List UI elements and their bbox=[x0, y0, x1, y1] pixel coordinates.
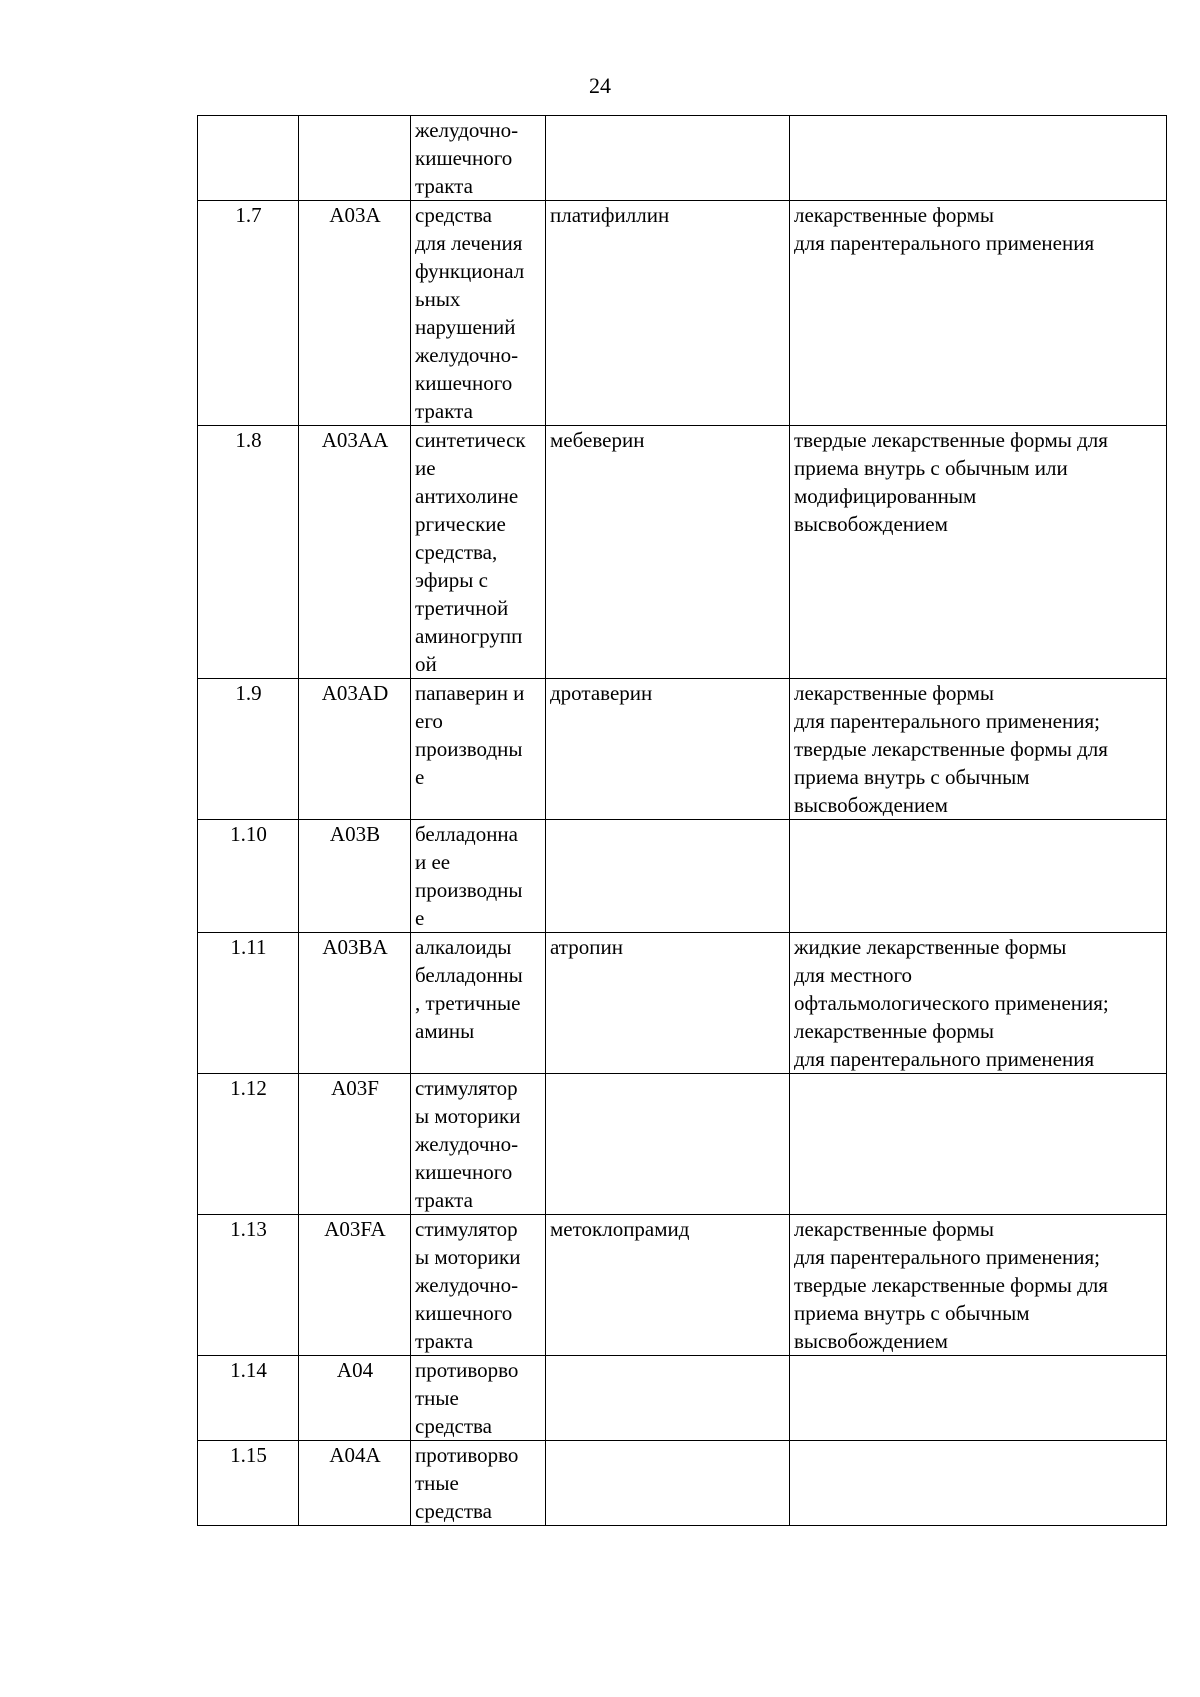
table-row bbox=[198, 820, 1167, 933]
table-row bbox=[198, 679, 1167, 820]
table-row bbox=[198, 1215, 1167, 1356]
atc-group-line: кишечного bbox=[415, 1301, 513, 1325]
dosage-form-line: лекарственные формы bbox=[794, 1217, 994, 1241]
atc-group-cell bbox=[411, 426, 546, 679]
atc-group-line: противорво bbox=[415, 1358, 519, 1382]
atc-group-line: тные bbox=[415, 1386, 459, 1410]
atc-group-line: стимулятор bbox=[415, 1076, 518, 1100]
atc-group-line: , третичные bbox=[415, 991, 521, 1015]
dosage-form-line: жидкие лекарственные формы bbox=[794, 935, 1067, 959]
dosage-form-line: твердые лекарственные формы для bbox=[794, 737, 1108, 761]
atc-group-cell bbox=[411, 1074, 546, 1215]
drug-name-cell bbox=[546, 1074, 790, 1215]
atc-code-cell bbox=[299, 116, 411, 201]
dosage-form-line: для местного bbox=[794, 963, 913, 987]
dosage-form-line: для парентерального применения bbox=[794, 1047, 1095, 1071]
dosage-form-line: высвобождением bbox=[794, 512, 948, 536]
atc-group-line: тракта bbox=[415, 1188, 473, 1212]
atc-group-line: средства bbox=[415, 1414, 493, 1438]
dosage-forms-cell bbox=[790, 201, 1167, 426]
table-body bbox=[198, 116, 1167, 1526]
atc-group-line: синтетическ bbox=[415, 428, 526, 452]
atc-group-line: кишечного bbox=[415, 371, 513, 395]
atc-group-line: желудочно- bbox=[415, 1132, 519, 1156]
dosage-form-line: высвобождением bbox=[794, 793, 948, 817]
atc-group-line: ие bbox=[415, 456, 436, 480]
atc-group-line: алкалоиды bbox=[415, 935, 512, 959]
dosage-forms-cell bbox=[790, 1356, 1167, 1441]
drug-name-cell bbox=[546, 116, 790, 201]
dosage-form-line: приема внутрь с обычным bbox=[794, 765, 1030, 789]
atc-group-line: третичной bbox=[415, 596, 509, 620]
table-row bbox=[198, 201, 1167, 426]
drug-name-cell: дротаверин bbox=[546, 679, 790, 820]
table-row bbox=[198, 116, 1167, 201]
atc-group-line: желудочно- bbox=[415, 343, 519, 367]
drug-name-cell bbox=[546, 1356, 790, 1441]
atc-code-cell: A03AD bbox=[299, 679, 411, 820]
dosage-form-line: для парентерального применения; bbox=[794, 709, 1100, 733]
atc-code-cell: A03BA bbox=[299, 933, 411, 1074]
atc-code-cell: A03A bbox=[299, 201, 411, 426]
atc-group-line: эфиры с bbox=[415, 568, 488, 592]
table-row bbox=[198, 1356, 1167, 1441]
dosage-forms-cell bbox=[790, 1215, 1167, 1356]
dosage-forms-cell bbox=[790, 116, 1167, 201]
dosage-form-line: твердые лекарственные формы для bbox=[794, 1273, 1108, 1297]
row-number-cell: 1.15 bbox=[198, 1441, 299, 1526]
atc-group-line: папаверин и bbox=[415, 681, 525, 705]
atc-group-line: производны bbox=[415, 878, 523, 902]
atc-group-line: ой bbox=[415, 652, 437, 676]
atc-code-cell: A03F bbox=[299, 1074, 411, 1215]
dosage-forms-cell bbox=[790, 1074, 1167, 1215]
dosage-form-line: для парентерального применения bbox=[794, 231, 1095, 255]
table-row bbox=[198, 1441, 1167, 1526]
dosage-form-line: офтальмологического применения; bbox=[794, 991, 1109, 1015]
row-number-cell: 1.9 bbox=[198, 679, 299, 820]
atc-group-line: для лечения bbox=[415, 231, 523, 255]
row-number-cell: 1.8 bbox=[198, 426, 299, 679]
atc-group-cell bbox=[411, 116, 546, 201]
atc-code-cell: A03B bbox=[299, 820, 411, 933]
dosage-forms-cell bbox=[790, 1441, 1167, 1526]
drug-name-cell: платифиллин bbox=[546, 201, 790, 426]
drug-name-cell: метоклопрамид bbox=[546, 1215, 790, 1356]
atc-code-cell: A03FA bbox=[299, 1215, 411, 1356]
atc-group-cell bbox=[411, 820, 546, 933]
atc-group-line: ргические bbox=[415, 512, 506, 536]
atc-group-line: кишечного bbox=[415, 1160, 513, 1184]
dosage-form-line: твердые лекарственные формы для bbox=[794, 428, 1108, 452]
dosage-forms-cell bbox=[790, 933, 1167, 1074]
atc-group-line: белладонна bbox=[415, 822, 518, 846]
row-number-cell bbox=[198, 116, 299, 201]
row-number-cell: 1.14 bbox=[198, 1356, 299, 1441]
dosage-form-line: лекарственные формы bbox=[794, 1019, 994, 1043]
atc-code-cell: A04A bbox=[299, 1441, 411, 1526]
atc-group-line: ьных bbox=[415, 287, 461, 311]
page-number: 24 bbox=[589, 73, 611, 98]
atc-group-line: тракта bbox=[415, 1329, 473, 1353]
atc-group-line: амины bbox=[415, 1019, 475, 1043]
row-number-cell: 1.12 bbox=[198, 1074, 299, 1215]
atc-group-cell bbox=[411, 1215, 546, 1356]
atc-group-cell bbox=[411, 1356, 546, 1441]
dosage-form-line: высвобождением bbox=[794, 1329, 948, 1353]
atc-group-line: желудочно- bbox=[415, 118, 519, 142]
atc-group-line: средства bbox=[415, 203, 493, 227]
atc-group-line: противорво bbox=[415, 1443, 519, 1467]
atc-group-line: е bbox=[415, 906, 425, 930]
drug-table bbox=[197, 115, 1167, 1526]
atc-group-line: средства, bbox=[415, 540, 498, 564]
atc-group-cell bbox=[411, 933, 546, 1074]
dosage-form-line: лекарственные формы bbox=[794, 203, 994, 227]
atc-code-cell: A03AA bbox=[299, 426, 411, 679]
drug-name-cell bbox=[546, 820, 790, 933]
atc-group-line: кишечного bbox=[415, 146, 513, 170]
row-number-cell: 1.7 bbox=[198, 201, 299, 426]
atc-group-line: ы моторики bbox=[415, 1245, 521, 1269]
dosage-form-line: для парентерального применения; bbox=[794, 1245, 1100, 1269]
row-number-cell: 1.13 bbox=[198, 1215, 299, 1356]
atc-group-line: производны bbox=[415, 737, 523, 761]
atc-group-line: желудочно- bbox=[415, 1273, 519, 1297]
dosage-form-line: приема внутрь с обычным bbox=[794, 1301, 1030, 1325]
atc-group-line: нарушений bbox=[415, 315, 516, 339]
atc-group-line: его bbox=[415, 709, 443, 733]
atc-group-line: антихолине bbox=[415, 484, 519, 508]
table-row bbox=[198, 426, 1167, 679]
atc-group-line: е bbox=[415, 765, 425, 789]
atc-group-cell bbox=[411, 679, 546, 820]
atc-code-cell: A04 bbox=[299, 1356, 411, 1441]
atc-group-line: тные bbox=[415, 1471, 459, 1495]
atc-group-line: тракта bbox=[415, 174, 473, 198]
atc-group-line: аминогрупп bbox=[415, 624, 523, 648]
row-number-cell: 1.11 bbox=[198, 933, 299, 1074]
atc-group-cell bbox=[411, 201, 546, 426]
atc-group-line: тракта bbox=[415, 399, 473, 423]
atc-group-cell bbox=[411, 1441, 546, 1526]
drug-name-cell: атропин bbox=[546, 933, 790, 1074]
dosage-forms-cell bbox=[790, 820, 1167, 933]
atc-group-line: белладонны bbox=[415, 963, 523, 987]
atc-group-line: стимулятор bbox=[415, 1217, 518, 1241]
dosage-form-line: модифицированным bbox=[794, 484, 977, 508]
drug-name-cell bbox=[546, 1441, 790, 1526]
table-row bbox=[198, 1074, 1167, 1215]
dosage-forms-cell bbox=[790, 679, 1167, 820]
drug-name-cell: мебеверин bbox=[546, 426, 790, 679]
table-row bbox=[198, 933, 1167, 1074]
row-number-cell: 1.10 bbox=[198, 820, 299, 933]
dosage-forms-cell bbox=[790, 426, 1167, 679]
atc-group-line: средства bbox=[415, 1499, 493, 1523]
dosage-form-line: лекарственные формы bbox=[794, 681, 994, 705]
dosage-form-line: приема внутрь с обычным или bbox=[794, 456, 1068, 480]
atc-group-line: функционал bbox=[415, 259, 525, 283]
atc-group-line: ы моторики bbox=[415, 1104, 521, 1128]
atc-group-line: и ее bbox=[415, 850, 451, 874]
